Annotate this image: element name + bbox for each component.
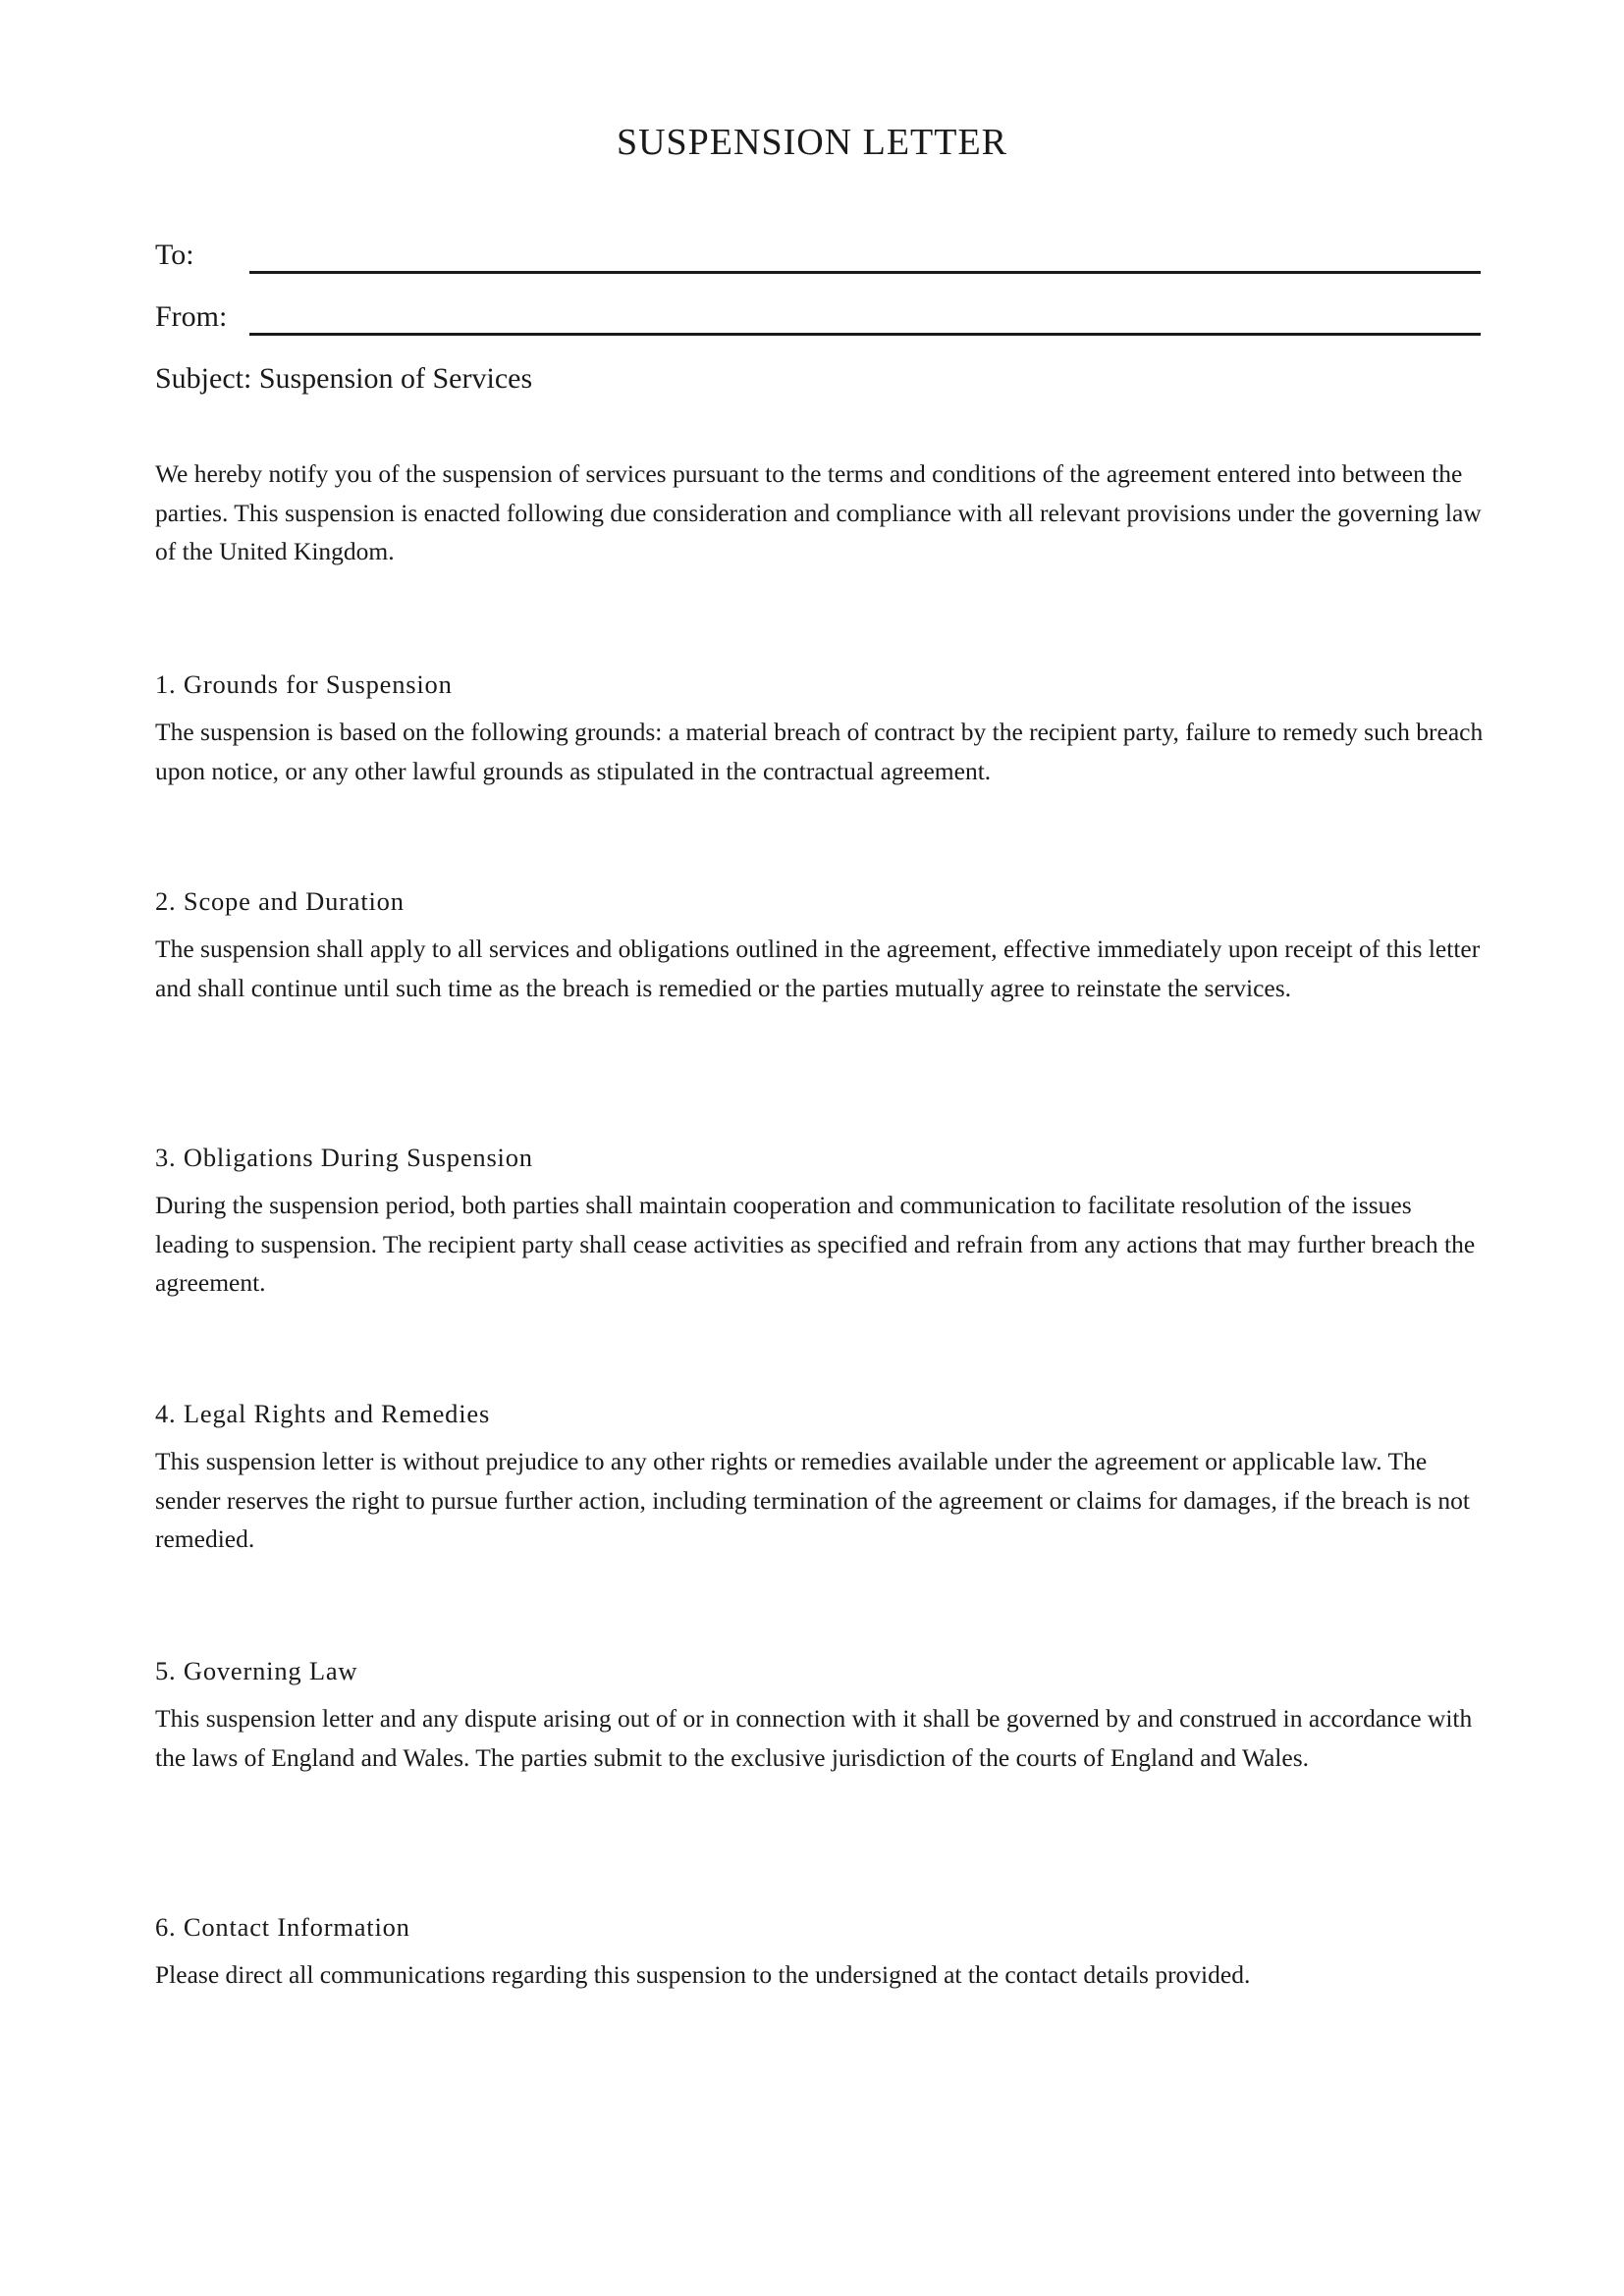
section-heading: 4. Legal Rights and Remedies bbox=[155, 1399, 491, 1428]
section-grounds bbox=[155, 665, 1490, 790]
to-field bbox=[155, 236, 1481, 283]
section-body: This suspension letter is without prejudice to any other rights or remedies available under the agreement or applicable law. The sender reserves the right to pursue further action, including termination of the agreement or claims for damages, if the breach is not remedied. bbox=[155, 1447, 1470, 1553]
section-legal-rights bbox=[155, 1394, 1490, 1559]
section-heading: 1. Grounds for Suspension bbox=[155, 669, 453, 699]
section-heading: 2. Scope and Duration bbox=[155, 886, 405, 916]
intro-paragraph: We hereby notify you of the suspension of services pursuant to the terms and conditions of the agreement entered into between the parties. This suspension is enacted following due consideration and compliance with all relevant provisions under the governing law of the United Kingdom. bbox=[155, 459, 1482, 565]
from-field bbox=[155, 297, 1481, 345]
section-body: This suspension letter and any dispute arising out of or in connection with it shall be governed by and construed in accordance with the laws of England and Wales. The parties submit to the exclusive jurisdiction of the courts of England and Wales. bbox=[155, 1704, 1473, 1772]
section-governing-law bbox=[155, 1651, 1490, 1777]
from-label: From: bbox=[155, 300, 228, 333]
section-contact bbox=[155, 1907, 1490, 1995]
to-label: To: bbox=[155, 239, 194, 271]
section-scope bbox=[155, 881, 1490, 1007]
section-body: The suspension is based on the following grounds: a material breach of contract by the recipient party, failure to remedy such breach upon notice, or any other lawful grounds as stipulated in the contractual agreement. bbox=[155, 718, 1484, 785]
section-heading: 3. Obligations During Suspension bbox=[155, 1143, 533, 1172]
section-heading: 5. Governing Law bbox=[155, 1656, 358, 1685]
section-body: During the suspension period, both parties shall maintain cooperation and communication to facilitate resolution of the issues leading to suspension. The recipient party shall cease activities as specified and refrain from any actions that may further breach the agreement. bbox=[155, 1191, 1476, 1297]
from-blank-line bbox=[249, 333, 1481, 336]
subject-line: Subject: Suspension of Services bbox=[155, 362, 533, 395]
section-heading: 6. Contact Information bbox=[155, 1912, 410, 1942]
section-obligations bbox=[155, 1138, 1490, 1303]
section-body: The suspension shall apply to all services and obligations outlined in the agreement, effective immediately upon receipt of this letter and shall continue until such time as the breach is remedied or the parties mutually agree to reinstate the services. bbox=[155, 934, 1481, 1002]
to-blank-line bbox=[249, 271, 1481, 274]
section-body: Please direct all communications regarding this suspension to the undersigned at the contact details provided. bbox=[155, 1960, 1251, 1989]
document-title: SUSPENSION LETTER bbox=[616, 122, 1008, 163]
